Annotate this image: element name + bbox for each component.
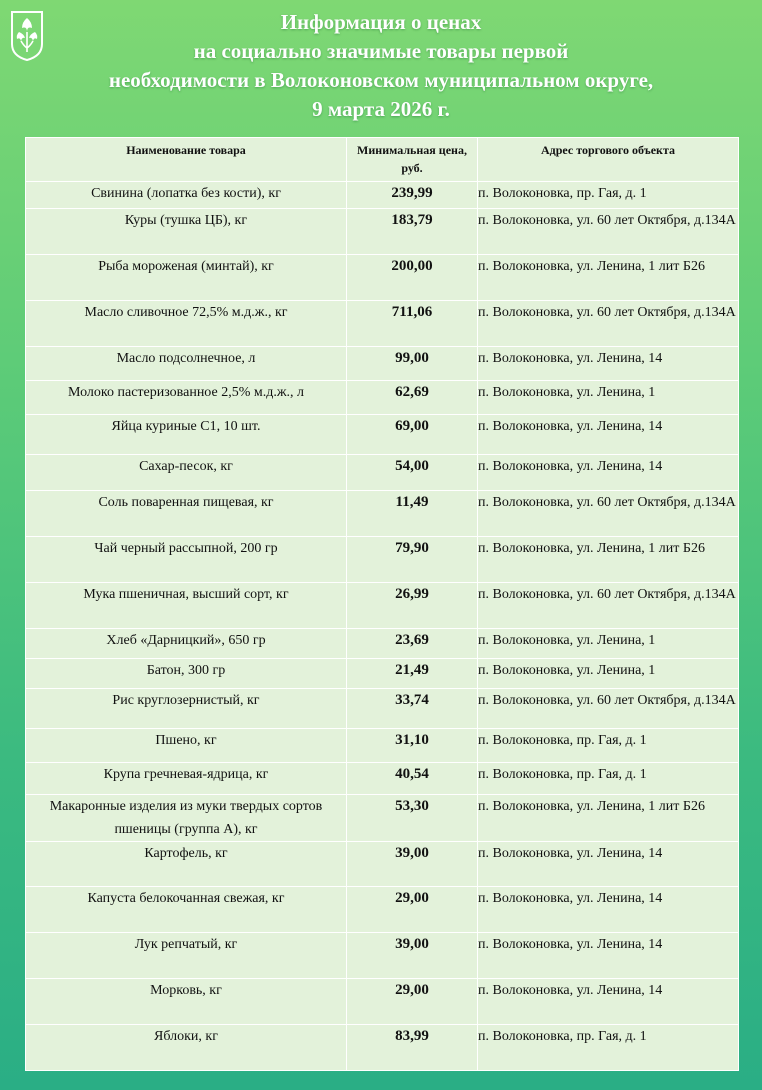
product-name-cell: Яйца куриные С1, 10 шт. [26,415,347,455]
price-cell: 40,54 [347,763,478,795]
page-title [0,8,762,124]
address-cell: п. Волоконовка, ул. Ленина, 14 [478,455,739,491]
address-cell: п. Волоконовка, ул. 60 лет Октября, д.134А [478,491,739,537]
price-cell: 200,00 [347,255,478,301]
price-cell: 39,00 [347,842,478,887]
table-row [26,689,739,729]
table-row [26,842,739,887]
table-row [26,182,739,209]
price-cell: 39,00 [347,933,478,979]
table-row [26,933,739,979]
address-cell: п. Волоконовка, пр. Гая, д. 1 [478,763,739,795]
product-name-cell: Соль поваренная пищевая, кг [26,491,347,537]
table-row [26,763,739,795]
address-cell: п. Волоконовка, ул. Ленина, 1 [478,381,739,415]
table-row [26,347,739,381]
product-name-cell: Масло сливочное 72,5% м.д.ж., кг [26,301,347,347]
product-name-cell: Куры (тушка ЦБ), кг [26,209,347,255]
product-name-cell: Свинина (лопатка без кости), кг [26,182,347,209]
price-cell: 239,99 [347,182,478,209]
address-cell: п. Волоконовка, ул. Ленина, 1 лит Б26 [478,795,739,842]
product-name-cell: Морковь, кг [26,979,347,1025]
address-cell: п. Волоконовка, ул. 60 лет Октября, д.134А [478,301,739,347]
product-name-cell: Чай черный рассыпной, 200 гр [26,537,347,583]
column-header-name: Наименование товара [26,138,347,182]
product-name-cell: Картофель, кг [26,842,347,887]
address-cell: п. Волоконовка, ул. 60 лет Октября, д.134А [478,583,739,629]
price-cell: 79,90 [347,537,478,583]
table-row [26,629,739,659]
table-row [26,255,739,301]
title-line: необходимости в Волоконовском муниципальном округе, [108,68,654,92]
address-cell: п. Волоконовка, ул. Ленина, 1 лит Б26 [478,537,739,583]
title-line: на социально значимые товары первой [193,39,569,63]
product-name-cell: Мука пшеничная, высший сорт, кг [26,583,347,629]
price-cell: 23,69 [347,629,478,659]
address-cell: п. Волоконовка, пр. Гая, д. 1 [478,182,739,209]
product-name-cell: Капуста белокочанная свежая, кг [26,887,347,933]
table-row [26,583,739,629]
price-cell: 53,30 [347,795,478,842]
price-cell: 21,49 [347,659,478,689]
product-name-cell: Масло подсолнечное, л [26,347,347,381]
price-cell: 83,99 [347,1025,478,1071]
address-cell: п. Волоконовка, ул. Ленина, 14 [478,933,739,979]
product-name-cell: Хлеб «Дарницкий», 650 гр [26,629,347,659]
table-row [26,979,739,1025]
table-row [26,659,739,689]
product-name-cell: Сахар-песок, кг [26,455,347,491]
product-name-cell: Батон, 300 гр [26,659,347,689]
column-header-address: Адрес торгового объекта [478,138,739,182]
table-row [26,1025,739,1071]
price-cell: 33,74 [347,689,478,729]
product-name-cell: Рис круглозернистый, кг [26,689,347,729]
address-cell: п. Волоконовка, пр. Гая, д. 1 [478,729,739,763]
product-name-cell: Макаронные изделия из муки твердых сортов пшеницы (группа А), кг [26,795,347,842]
address-cell: п. Волоконовка, ул. 60 лет Октября, д.134А [478,689,739,729]
price-cell: 11,49 [347,491,478,537]
product-name-cell: Крупа гречневая-ядрица, кг [26,763,347,795]
title-line: 9 марта 2026 г. [312,97,450,121]
address-cell: п. Волоконовка, ул. Ленина, 14 [478,415,739,455]
address-cell: п. Волоконовка, ул. Ленина, 14 [478,842,739,887]
product-name-cell: Яблоки, кг [26,1025,347,1071]
price-table [25,137,739,1071]
price-cell: 183,79 [347,209,478,255]
column-header-price: Минимальная цена, руб. [347,138,478,182]
address-cell: п. Волоконовка, ул. Ленина, 1 [478,629,739,659]
table-header-row [26,138,739,182]
address-cell: п. Волоконовка, ул. 60 лет Октября, д.134А [478,209,739,255]
price-cell: 99,00 [347,347,478,381]
table-row [26,455,739,491]
table-row [26,301,739,347]
table-row [26,491,739,537]
product-name-cell: Молоко пастеризованное 2,5% м.д.ж., л [26,381,347,415]
product-name-cell: Пшено, кг [26,729,347,763]
price-cell: 31,10 [347,729,478,763]
price-cell: 62,69 [347,381,478,415]
price-cell: 69,00 [347,415,478,455]
table-row [26,381,739,415]
price-cell: 29,00 [347,979,478,1025]
price-cell: 711,06 [347,301,478,347]
address-cell: п. Волоконовка, ул. Ленина, 1 лит Б26 [478,255,739,301]
product-name-cell: Лук репчатый, кг [26,933,347,979]
table-row [26,729,739,763]
table-row [26,537,739,583]
price-cell: 54,00 [347,455,478,491]
address-cell: п. Волоконовка, ул. Ленина, 14 [478,347,739,381]
address-cell: п. Волоконовка, ул. Ленина, 14 [478,887,739,933]
product-name-cell: Рыба мороженая (минтай), кг [26,255,347,301]
table-row [26,795,739,842]
address-cell: п. Волоконовка, пр. Гая, д. 1 [478,1025,739,1071]
address-cell: п. Волоконовка, ул. Ленина, 14 [478,979,739,1025]
table-row [26,209,739,255]
address-cell: п. Волоконовка, ул. Ленина, 1 [478,659,739,689]
table-row [26,887,739,933]
title-line: Информация о ценах [280,10,482,34]
price-cell: 26,99 [347,583,478,629]
table-row [26,415,739,455]
price-cell: 29,00 [347,887,478,933]
